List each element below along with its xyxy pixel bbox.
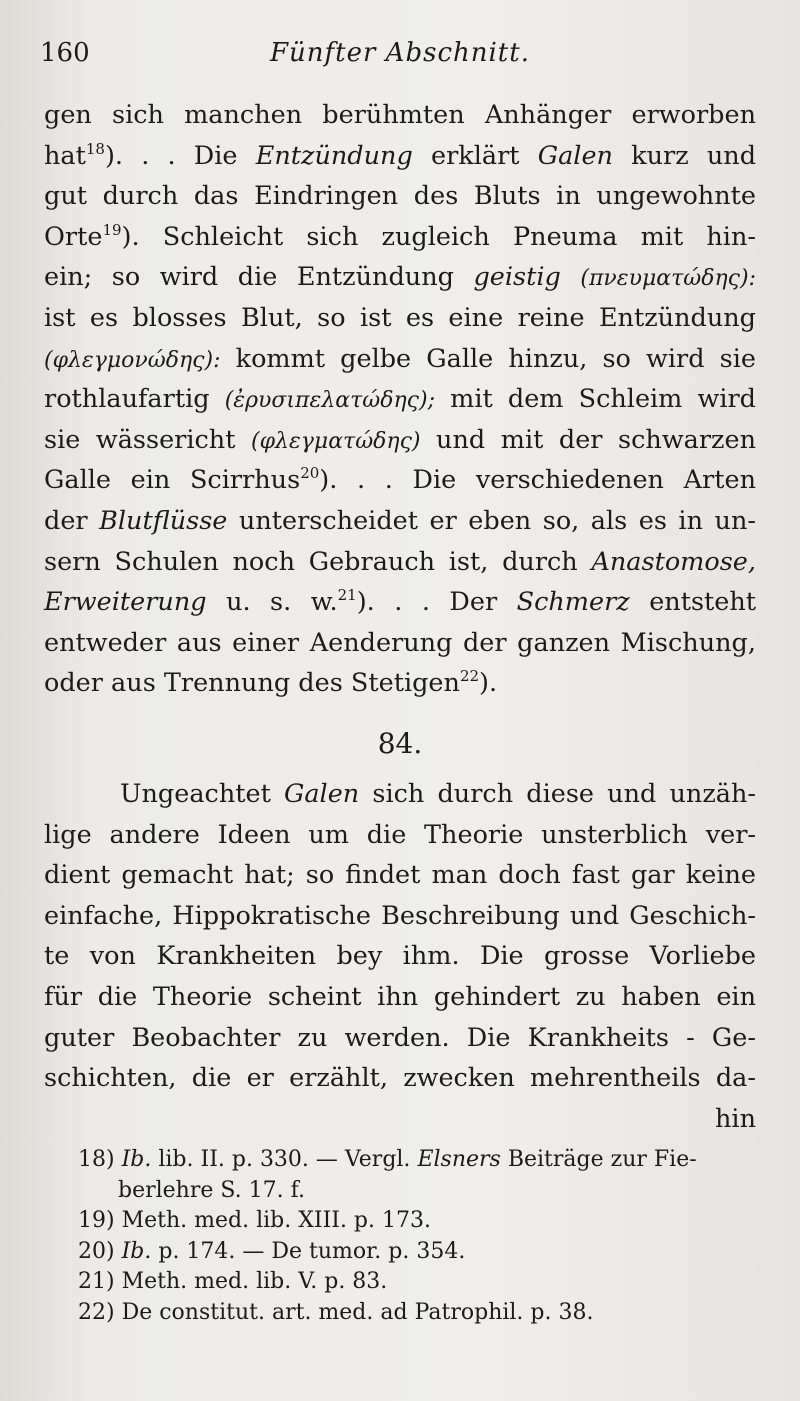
running-head — [40, 38, 760, 78]
paragraph-1 — [44, 95, 756, 704]
text-line: oder aus Trennung des Stetigen$^{22}$). — [44, 667, 498, 699]
footnote-21: 21) Meth. med. lib. V. p. 83. — [78, 1269, 388, 1294]
text-line: Galle ein Scirrhus$^{20}$). . . Die verschiedenen Arten — [44, 464, 756, 496]
paragraph-2 — [44, 774, 756, 1139]
text-line: ist es blosses Blut, so ist es eine reine Entzündung — [44, 302, 756, 333]
footnote-18: 18) Ib. lib. II. p. 330. — Vergl. Elsners Beiträge zur Fie- — [78, 1147, 697, 1172]
section-title: Fünfter Abschnitt. — [270, 38, 530, 68]
text-line: lige andere Ideen um die Theorie unsterblich ver- — [44, 819, 756, 850]
catchword: hin — [714, 1103, 756, 1134]
page-number: 160 — [40, 38, 90, 68]
footnote-ref[interactable]: 19 — [102, 220, 122, 239]
text-line: (φλεγμονώδης): kommt gelbe Galle hinzu, so wird sie — [44, 343, 756, 374]
footnote-20: 20) Ib. p. 174. — De tumor. p. 354. — [78, 1238, 466, 1264]
text-line: sie wässericht (φλεγματώδης) und mit der schwarzen — [44, 424, 756, 455]
footnote-19: 19) Meth. med. lib. XIII. p. 173. — [78, 1208, 431, 1233]
text-line: te von Krankheiten bey ihm. Die grosse Vorliebe — [44, 941, 756, 972]
text-line: der Blutflüsse unterscheidet er eben so, als es in un- — [44, 505, 756, 536]
footnote-ref[interactable]: 21 — [337, 586, 357, 605]
text-line: schichten, die er erzählt, zwecken mehrentheils da- — [44, 1063, 756, 1094]
text-line: einfache, Hippokratische Beschreibung und Geschich- — [44, 900, 756, 931]
footnote-ref[interactable]: 20 — [300, 464, 320, 483]
text-line: sern Schulen noch Gebrauch ist, durch Anastomose, — [44, 546, 756, 577]
text-line: rothlaufartig (ἐρυσιπελατώδης); mit dem Schleim wird — [44, 384, 757, 415]
text-line: Erweiterung u. s. w.$^{21}$). . . Der Schmerz entsteht — [44, 586, 757, 618]
footnote-ref[interactable]: 18 — [85, 139, 105, 158]
text-line: gut durch das Eindringen des Bluts in ungewohnte — [44, 181, 756, 212]
footnote-18-continued: berlehre S. 17. f. — [118, 1177, 305, 1203]
text-line: ein; so wird die Entzündung geistig (πνευματώδης): — [44, 262, 756, 293]
footnotes — [78, 1145, 762, 1328]
footnote-22: 22) De constitut. art. med. ad Patrophil. p. 38. — [78, 1299, 594, 1325]
text-line: gen sich manchen berühmten Anhänger erworben — [44, 100, 756, 130]
section-number: 84. — [377, 727, 423, 760]
text-line: für die Theorie scheint ihn gehindert zu haben ein — [44, 981, 756, 1012]
text-line: dient gemacht hat; so findet man doch fast gar keine — [44, 860, 756, 891]
footnote-ref[interactable]: 22 — [459, 667, 480, 686]
text-line: guter Beobachter zu werden. Die Krankheits - Ge- — [44, 1022, 756, 1053]
text-line: entweder aus einer Aenderung der ganzen Mischung, — [44, 627, 756, 658]
text-line: hat$^{18}$). . . Die Entzündung erklärt Galen kurz und — [44, 139, 757, 171]
text-line: Ungeachtet Galen sich durch diese und unzäh- — [120, 779, 757, 809]
text-line: Orte$^{19}$). Schleicht sich zugleich Pneuma mit hin- — [44, 220, 756, 252]
